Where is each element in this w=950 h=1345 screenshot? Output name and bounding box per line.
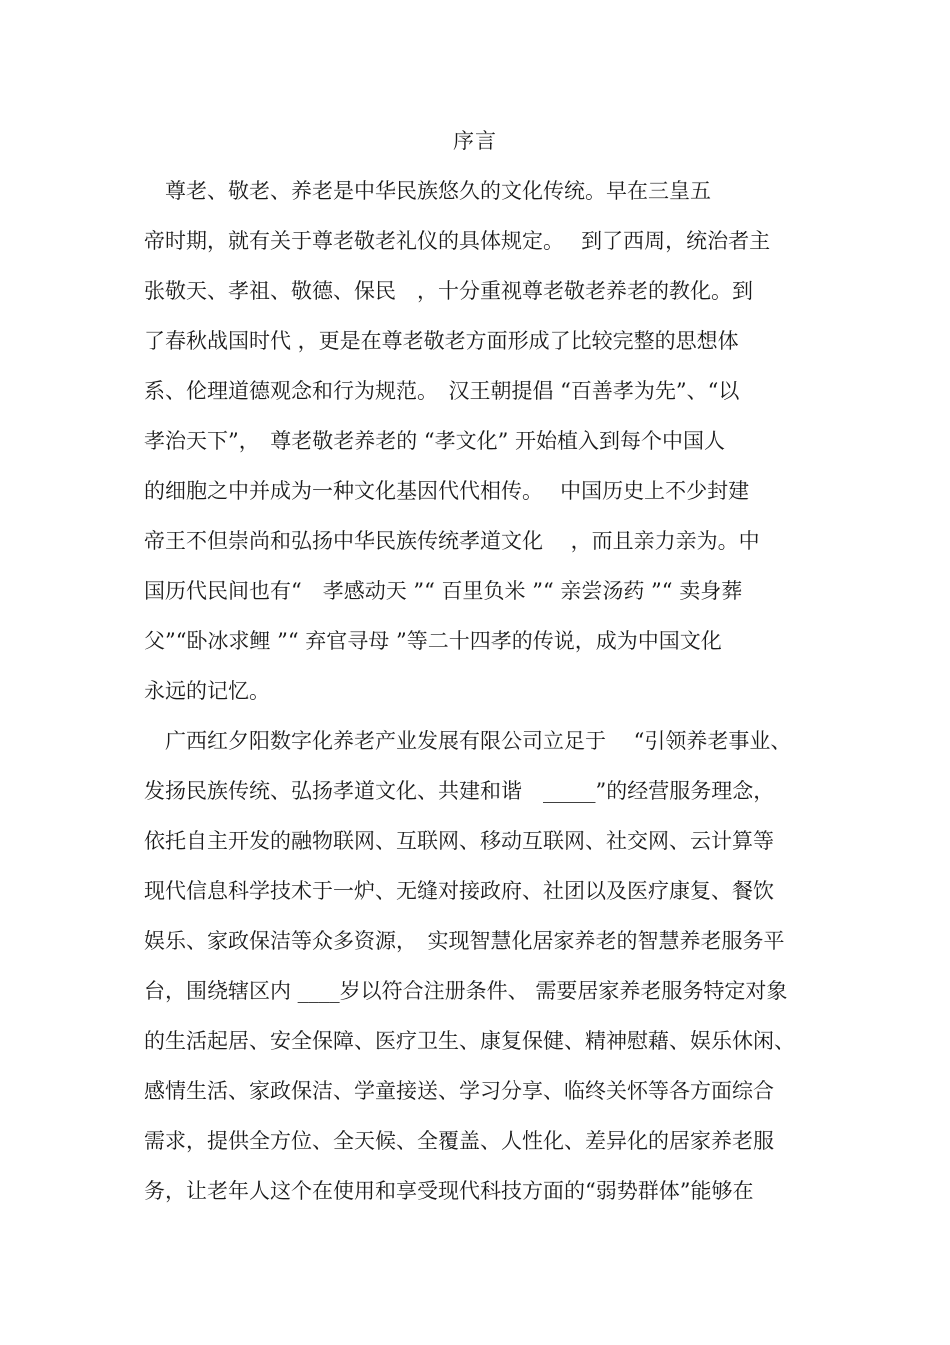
text-line-3: 张敬天、孝祖、敬德、保民 ，十分重视尊老敬老养老的教化。到: [144, 279, 753, 303]
text-line-9: 国历代民间也有“ 孝感动天 ”“ 百里负米 ”“ 亲尝汤药 ”“ 卖身葬: [144, 579, 743, 603]
text-line-7: 的细胞之中并成为一种文化基因代代相传。 中国历史上不少封建: [144, 479, 750, 503]
text-line-11: 永远的记忆。: [144, 679, 270, 703]
page-title: 序言: [453, 129, 497, 153]
text-line-17: 台，围绕辖区内 ____岁以符合注册条件、 需要居家养老服务特定对象: [144, 979, 788, 1003]
text-line-4: 了春秋战国时代 ，更是在尊老敬老方面形成了比较完整的思想体: [144, 329, 739, 353]
text-line-18: 的生活起居、安全保障、医疗卫生、康复保健、精神慰藉、娱乐休闲、: [144, 1029, 795, 1053]
text-line-16: 娱乐、家政保洁等众多资源， 实现智慧化居家养老的智慧养老服务平: [144, 929, 785, 953]
text-line-20: 需求，提供全方位、全天候、全覆盖、人性化、差异化的居家养老服: [144, 1129, 774, 1153]
text-line-14: 依托自主开发的融物联网、互联网、移动互联网、社交网、云计算等: [144, 829, 774, 853]
text-line-8: 帝王不但崇尚和弘扬中华民族传统孝道文化 ，而且亲力亲为。中: [144, 529, 760, 553]
text-line-21: 务，让老年人这个在使用和享受现代科技方面的“弱势群体”能够在: [144, 1179, 754, 1203]
text-line-1: 尊老、敬老、养老是中华民族悠久的文化传统。早在三皇五: [144, 179, 711, 203]
text-line-15: 现代信息科学技术于一炉、无缝对接政府、社团以及医疗康复、餐饮: [144, 879, 774, 903]
text-line-12: 广西红夕阳数字化养老产业发展有限公司立足于 “引领养老事业、: [144, 729, 792, 753]
text-line-19: 感情生活、家政保洁、学童接送、学习分享、临终关怀等各方面综合: [144, 1079, 774, 1103]
text-line-13: 发扬民族传统、弘扬孝道文化、共建和谐 _____”的经营服务理念，: [144, 779, 775, 803]
text-line-10: 父”“卧冰求鲤 ”“ 弃官寻母 ”等二十四孝的传说，成为中国文化: [144, 629, 722, 653]
text-line-6: 孝治天下”， 尊老敬老养老的 “孝文化” 开始植入到每个中国人: [144, 429, 726, 453]
text-line-5: 系、伦理道德观念和行为规范。 汉王朝提倡 “百善孝为先”、“以: [144, 379, 740, 403]
text-line-2: 帝时期，就有关于尊老敬老礼仪的具体规定。 到了西周，统治者主: [144, 229, 771, 253]
